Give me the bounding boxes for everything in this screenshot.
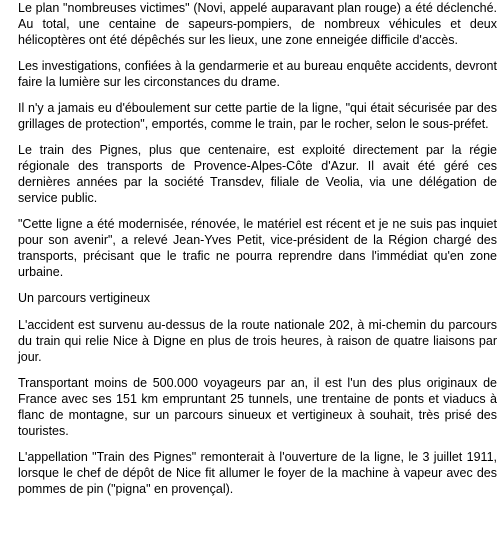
paragraph-appellation: L'appellation "Train des Pignes" remonterait à l'ouverture de la ligne, le 3 juillet 1911, lorsque le chef de dépôt de Nice fit allumer le foyer de la machine à vapeur avec des pommes de pin ("pigna" en provençal). [18, 450, 497, 496]
paragraph-plan-novi: Le plan "nombreuses victimes" (Novi, appelé auparavant plan rouge) a été déclenché. Au total, une centaine de sapeurs-pompiers, de nombreux véhicules et deux hélicoptères ont été dépêchés sur les lieux, une zone enneigée difficile d'accès. [18, 1, 497, 47]
paragraph-eboulement: Il n'y a jamais eu d'éboulement sur cette partie de la ligne, "qui était sécurisée par des grillages de protection", emportés, comme le train, par le rocher, selon le sous-préfet. [18, 101, 497, 131]
paragraph-accident-location: L'accident est survenu au-dessus de la route nationale 202, à mi-chemin du parcours du train qui relie Nice à Digne en plus de trois heures, à raison de quatre liaisons par jour. [18, 318, 497, 364]
paragraph-investigations: Les investigations, confiées à la gendarmerie et au bureau enquête accidents, devront faire la lumière sur les circonstances du drame. [18, 59, 497, 89]
section-subheading: Un parcours vertigineux [18, 291, 151, 305]
paragraph-voyageurs: Transportant moins de 500.000 voyageurs par an, il est l'un des plus originaux de France avec ses 151 km empruntant 25 tunnels, une trentaine de ponts et viaducs à flanc de montagne, sur un parcours sinueux et vertigineux à souhait, très prisé des touristes. [18, 376, 497, 438]
paragraph-train-des-pignes: Le train des Pignes, plus que centenaire, est exploité directement par la régie régionale des transports de Provence-Alpes-Côte d'Azur. Il avait été géré ces dernières années par la société Transdev, filiale de Veolia, via une délégation de service public. [18, 143, 497, 205]
paragraph-quote-petit: "Cette ligne a été modernisée, rénovée, le matériel est récent et je ne suis pas inquiet pour son avenir", a relevé Jean-Yves Petit, vice-président de la Région chargé des transports, précisant que le trafic ne pourra reprendre dans l'immédiat qu'en zone urbaine. [18, 217, 497, 279]
